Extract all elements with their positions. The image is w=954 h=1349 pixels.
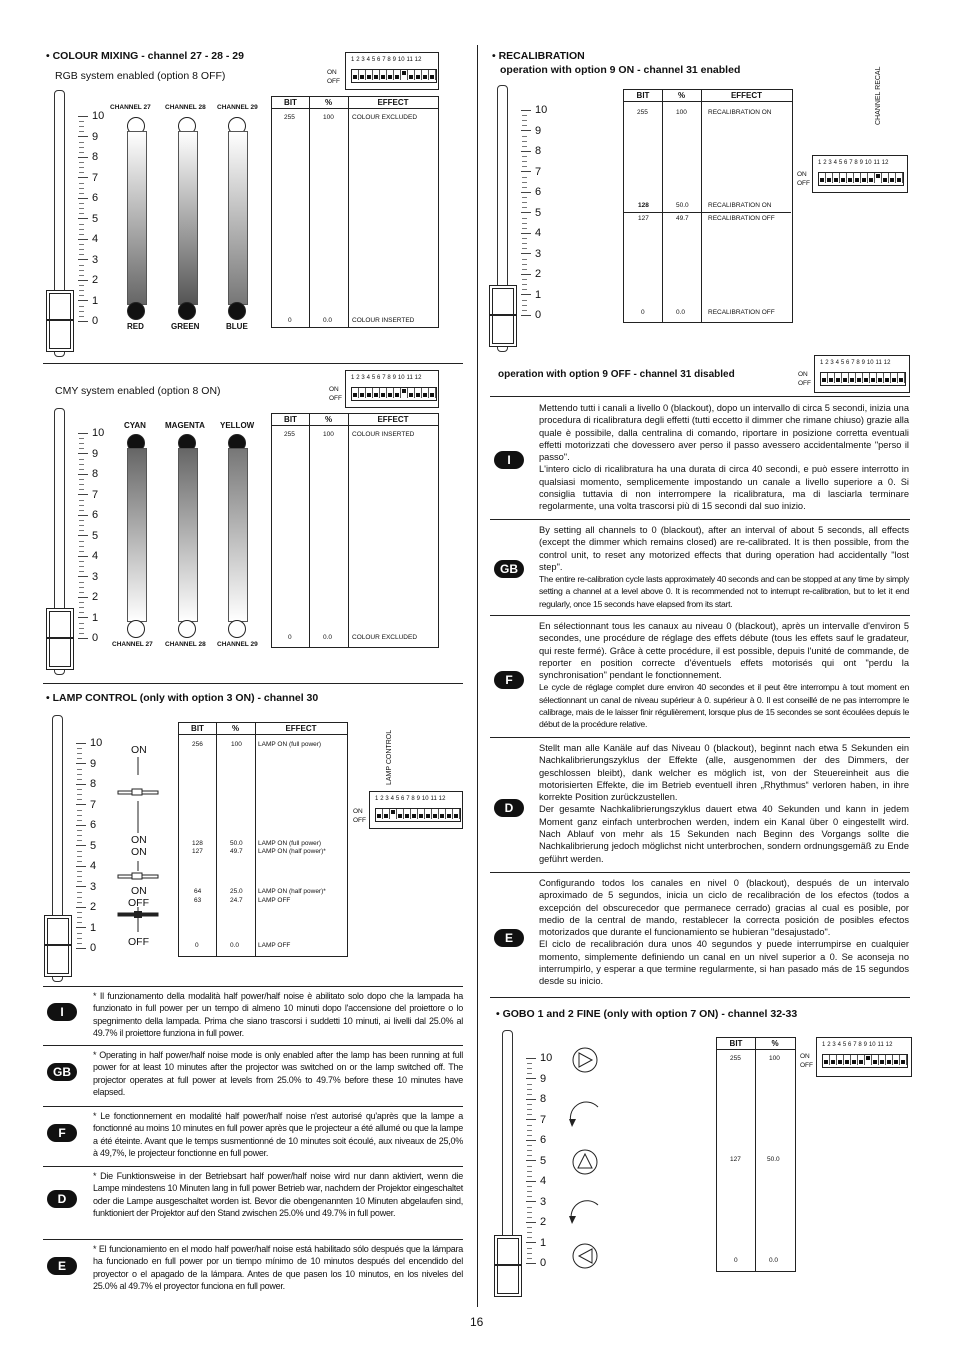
scale-value: 3 [78,571,98,583]
lang-badge-e: E [494,929,524,947]
colour-mixing-title: • COLOUR MIXING - channel 27 - 28 - 29 [46,50,244,62]
scale-value: 5 [76,840,96,852]
scale-value: 1 [526,1237,546,1249]
lamp-row-pct: 24.7 [230,897,243,904]
scale-value: 6 [521,186,541,198]
scale-value: 7 [521,166,541,178]
dip-numbers: 1 2 3 4 5 6 7 8 9 10 11 12 [822,1042,893,1048]
scale-value: 8 [76,778,96,790]
scale-value: 1 [521,289,541,301]
green-label: GREEN [171,322,200,331]
lang-badge-f: F [47,1124,77,1142]
scale-value: 10 [521,104,547,116]
yellow-label: YELLOW [220,421,255,430]
dip-recal-off-onoff: ON OFF [798,371,811,387]
lamp-row-pct: 49.7 [230,848,243,855]
scale-value: 6 [76,819,96,831]
dip-rgb-onoff: ON OFF [327,69,340,85]
rgb-table-header-pct: % [324,98,333,107]
dip-switch-rgb[interactable] [345,52,439,90]
cmy-row-pct: 100 [323,431,334,438]
scale-value: 4 [521,227,541,239]
gobo-title: • GOBO 1 and 2 FINE (only with option 7 ON) - channel 32-33 [496,1008,798,1020]
lamp-note-text: * Il funzionamento della modalità half power/half noise è abilitato solo dopo che la lampada ha funzionato in full power per un tempo di almeno 10 minuti dopo l'accensione del proiettore o lo spegnimento della lampada. Prima che siano trascorsi i suddetti 10 minuti, ai livelli dal 25.0% al 49.7% il proiettore funziona in full power. [93,991,463,1038]
recal-row-effect: RECALIBRATION ON [708,202,772,209]
gobo-row-pct: 100 [769,1055,780,1062]
lamp-row-effect: LAMP OFF [258,942,291,949]
lamp-row-pct: 100 [231,741,242,748]
magenta-gradient-bar [178,448,198,622]
gobo-table-header-bit: BIT [729,1039,743,1048]
magenta-label: MAGENTA [165,421,205,430]
scale-value: 9 [76,758,96,770]
gobo-table-header-pct: % [771,1039,779,1048]
scale-value: 0 [78,315,98,327]
lamp-state-on: ON [131,885,147,897]
rgb-table-header-effect: EFFECT [377,98,409,107]
lamp-table [178,722,348,957]
cyan-gradient-bar [127,448,147,622]
scale-value: 9 [78,448,98,460]
lamp-note-text: * El funcionamiento en el modo half power/half noise está habilitado sólo después que la lámpara ha funcionado en full power por un tiempo mínimo de 10 minutos después del encendido del proyector o el apagado de la lámpara. Antes de que pasen los 10 minutos, en los niveles del 25.0% al 49.7% el proyector funciona en full power. [93,1244,463,1291]
scale-value: 0 [526,1257,546,1269]
recal-table-header-effect: EFFECT [730,91,763,100]
gobo-row-bit: 127 [730,1156,741,1163]
dip-numbers: 1 2 3 4 5 6 7 8 9 10 11 12 [375,796,446,802]
dip-numbers: 1 2 3 4 5 6 7 8 9 10 11 12 [351,375,422,381]
rgb-table [271,96,439,328]
scale-value: 5 [78,530,98,542]
rgb-row-pct: 0.0 [323,317,333,324]
recal-text: En sélectionnant tous les canaux au niveau 0 (blackout), après un intervalle d'environ 5 secondes, une procédure de réglage des effets débute (tous les effets sauf le gradateur, qui reste fermé). Grâce à cette procédure, il est possible, depuis l'unité de commande, de reporter en position correcte d'éventuels effets motorisés qui ont "perdu la synchronisation" pendant le fonctionnement. Le cycle de réglage complet dure environ 40 secondes et il peut être interrompu à tout moment en sélectionnant un canal de niveau supérieur à 0. supérieur à 0. Il est conseillé de ne pas interrompre le calibrage, mais de le laisser finir régulièrement, lorsque plus de 15 secondes se sont écoulées depuis le début de la procédure relative. [539,621,909,730]
scale-value: 4 [78,233,98,245]
scale-value: 4 [76,860,96,872]
lang-badge-f: F [494,671,524,689]
blue-gradient-bar [228,131,248,305]
scale-value: 6 [78,509,98,521]
cmy-row-pct: 0.0 [323,634,333,641]
green-gradient-bar [178,131,198,305]
cmy-subtitle: CMY system enabled (option 8 ON) [55,385,221,397]
scale-value: 2 [521,268,541,280]
recal-text: Stellt man alle Kanäle auf das Niveau 0 (blackout), beginnt nach etwa 5 Sekunden ein Nachkalibrierungszyklus der Effekte (alle, ausgenommen der des Dimmers, der geschlossen bleibt), dank welcher es möglich ist, von der Steuereinheit aus die motorisierten Effekte, die im Betrieb eventuell ihren „Rhythmus“ verloren haben, in ihre korrekte Position zurückzustellen. Der gesamte Nachkalibrierungszyklus dauert etwa 40 Sekunden und kann in jedem Moment ganz einfach unterbrochen werden, indem ein Kanal über 0 eingestellt wird. Nach Ablauf von mehr als 15 Sekunden nach Beginn des Vorgangs sollte die Nachkalibrierung jedoch möglichst nicht unterbrochen, sondern ordnungsgemäß zu Ende geführt werden. [539,743,909,864]
lamp-row-effect: LAMP ON (full power) [258,741,322,748]
scale-value: 8 [521,145,541,157]
scale-value: 1 [78,295,98,307]
recal-row-pct: 0.0 [676,309,686,316]
dip-numbers: 1 2 3 4 5 6 7 8 9 10 11 12 [351,57,422,63]
page-number: 16 [470,1315,484,1329]
channel-recal-side-label: CHANNEL RECAL [875,66,882,125]
scale-value: 6 [78,192,98,204]
scale-value: 0 [521,309,541,321]
cmy-table-header-effect: EFFECT [377,415,409,424]
gobo-table [716,1037,796,1272]
recal-row-effect: RECALIBRATION ON [708,109,772,116]
lang-badge-e: E [47,1257,77,1275]
dip-switch-recal-off[interactable] [814,355,910,393]
red-knob[interactable] [127,302,145,320]
dip-recal-onoff: ON OFF [797,171,810,187]
scale-value: 3 [526,1196,546,1208]
rgb-ch27-label: CHANNEL 27 [110,104,151,111]
lamp-row-bit: 0 [195,942,199,949]
red-label: RED [127,322,144,331]
scale-value: 10 [526,1052,552,1064]
scale-value: 2 [76,901,96,913]
dip-switch-cmy[interactable] [345,370,439,408]
scale-value: 9 [78,131,98,143]
lamp-state-on: ON [131,846,147,858]
rgb-ch29-label: CHANNEL 29 [217,104,258,111]
recal-text: Configurando todos los canales en nivel 0 (blackout), después de un intervalo aproximado de 5 segundos, inicia un ciclo de recalibración de los efectos (todos a excepción del obscurecedor que permanece cerrado) gracias al cual es posible, por medio de la central de mando, restablecer la correcta posición de posibles efectos motorizados que durante el funcionamiento se hubieran "desajustado". El ciclo de recalibración dura unos 40 segundos y puede interrumpirse en cualquier momento, simplemente definiendo un canal en un nivel superior a 0. Se aconseja no interrumpirlo, y esperar a que termine regularmente, si han pasado más de 15 segundos desde su inicio. [539,878,909,987]
blue-knob[interactable] [228,302,246,320]
scale-value: 4 [78,550,98,562]
scale-value: 1 [76,922,96,934]
lang-badge-d: D [494,799,524,817]
scale-value: 7 [78,172,98,184]
scale-value: 0 [76,942,96,954]
scale-value: 3 [521,248,541,260]
cmy-table [271,413,439,648]
lamp-note-text: * Le fonctionnement en modalité half power/half noise n'est autorisé qu'après que la lampe a fonctionné au moins 10 minutes en full power après que le projecteur a été allumé ou que la lampe a été éteinte. Avant que le temps susmentionné de 10 minutes soit écoulé, aux niveaux de 25,0% à 49,7%, le projecteur fonctionne en full power. [93,1111,463,1158]
recal-row-effect: RECALIBRATION OFF [708,309,775,316]
dip-cmy-onoff: ON OFF [329,386,342,402]
recal-text: Mettendo tutti i canali a livello 0 (blackout), dopo un intervallo di circa 5 secondi, inizia una procedura di ricalibratura degli effetti (tutti eccetto il dimmer che rimane chiuso) grazie alla quale è possibile, dalla centralina di comando, riportare in posizione corretta eventuali effetti motorizzati che dovessero aver perso il passo avessero accidentalmente "perso il passo". L'intero ciclo di ricalibratura ha una durata di circa 40 secondi, e può essere interrotto in qualsiasi momento, semplicemente impostando un canale a livello superiore a 0. Si consiglia tuttavia di non interrompere la ricalibratura, ma di lasciarla terminare regolarmente, una volta trascorsi più di 15 secondi dal suo inizio. [539,403,910,512]
recal-table [623,89,793,323]
cmy-ch28-label: CHANNEL 28 [165,641,206,648]
scale-value: 7 [526,1114,546,1126]
scale-value: 9 [526,1073,546,1085]
scale-value: 2 [78,274,98,286]
cmy-row-bit: 0 [288,634,292,641]
lamp-indicator-graphic [112,757,172,937]
scale-value: 3 [78,254,98,266]
red-gradient-bar [127,131,147,305]
scale-value: 4 [526,1175,546,1187]
cmy-row-effect: COLOUR INSERTED [352,431,415,438]
scale-value: 2 [526,1216,546,1228]
recal-table-header-pct: % [677,91,686,100]
lamp-table-header-pct: % [231,724,240,733]
cmy-ch27-bottom-knob[interactable] [127,620,145,638]
dip-numbers: 1 2 3 4 5 6 7 8 9 10 11 12 [820,360,891,366]
recal-row-pct: 50.0 [676,202,689,209]
green-knob[interactable] [178,302,196,320]
lang-badge-i: I [47,1003,77,1021]
recal-row-bit: 255 [637,109,648,116]
lamp-note-text: * Die Funktionsweise in der Betriebsart half power/half noise wird nur dann aktiviert, wenn die Lampe mindestens 10 Minuten lang in full power Betrieb war, nachdem der Projektor eingeschaltet oder die Lampe ausgeschaltet worden ist. Bevor die obengenannten 10 Minuten abgelaufen sind, funktioniert der Projektor auf den Stand zwischen 25.0% und 49.7% in full power. [93,1171,463,1218]
scale-value: 5 [526,1155,546,1167]
gobo-rotation-graphic [568,1045,608,1275]
cyan-label: CYAN [124,421,146,430]
cmy-ch29-label: CHANNEL 29 [217,641,258,648]
lang-badge-d: D [47,1190,77,1208]
rgb-row-bit: 255 [284,114,295,121]
recal-row-pct: 49.7 [676,215,689,222]
lamp-row-pct: 50.0 [230,840,243,847]
scale-value: 8 [78,151,98,163]
blue-label: BLUE [226,322,248,331]
dip-gobo-onoff: ON OFF [800,1053,813,1069]
lamp-row-bit: 63 [194,897,202,904]
lamp-row-bit: 127 [192,848,203,855]
lamp-row-effect: LAMP ON (half power)* [258,848,326,855]
lamp-row-pct: 0.0 [230,942,240,949]
recal-row-bit: 128 [638,202,649,209]
rgb-row-effect: COLOUR INSERTED [352,317,415,324]
lamp-row-effect: LAMP ON (half power)* [258,888,326,895]
scale-value: 2 [78,591,98,603]
cmy-row-bit: 255 [284,431,295,438]
recal-text: By setting all channels to 0 (blackout), after an interval of about 5 seconds, all effects (except the dimmer which remains closed) are re-calibrated. It is then possible, from the control unit, to reset any motorized effects that during operation had accidentally "lost step". The entire re-calibration cycle lasts approximately 40 seconds and can be stopped at any time by simply setting a channel at a level above 0. It is recommended not to interrupt re-calibration, but to let it end regularly, once 15 seconds have elapsed from its start. [539,525,909,609]
rgb-row-pct: 100 [323,114,334,121]
dip-lamp-onoff: ON OFF [353,808,366,824]
lamp-note-text: * Operating in half power/half noise mode is only enabled after the lamp has been running at full power for at least 10 minutes after the projector was switched on or the lamp switched off. The projector operates at full power at levels from 25.0% to 49.7% before these 10 minutes have elapsed. [93,1050,463,1097]
lamp-table-header-bit: BIT [191,724,204,733]
dip-switch-lamp[interactable] [369,791,463,829]
scale-value: 7 [78,489,98,501]
scale-value: 10 [76,737,102,749]
gobo-row-bit: 0 [734,1257,738,1264]
cmy-ch29-bottom-knob[interactable] [228,620,246,638]
recal-subtitle-off: operation with option 9 OFF - channel 31 disabled [498,369,735,380]
scale-value: 1 [78,612,98,624]
lamp-state-off: OFF [128,897,149,909]
recal-row-effect: RECALIBRATION OFF [708,215,775,222]
lamp-row-effect: LAMP ON (full power) [258,840,322,847]
recal-subtitle-on: operation with option 9 ON - channel 31 enabled [500,64,741,76]
lamp-row-bit: 256 [192,741,203,748]
rgb-table-header-bit: BIT [284,98,297,107]
lang-badge-gb: GB [47,1063,77,1081]
dip-numbers: 1 2 3 4 5 6 7 8 9 10 11 12 [818,160,889,166]
cmy-ch28-bottom-knob[interactable] [178,620,196,638]
lamp-row-effect: LAMP OFF [258,897,291,904]
scale-value: 5 [78,213,98,225]
lamp-state-off: OFF [128,936,149,948]
rgb-subtitle: RGB system enabled (option 8 OFF) [55,70,226,82]
recal-table-header-bit: BIT [636,91,650,100]
rgb-ch28-label: CHANNEL 28 [165,104,206,111]
lamp-control-side-label: LAMP CONTROL [386,729,393,785]
gobo-row-pct: 0.0 [769,1257,779,1264]
recal-row-bit: 127 [638,215,649,222]
lamp-title: • LAMP CONTROL (only with option 3 ON) - channel 30 [46,692,319,704]
yellow-gradient-bar [228,448,248,622]
lamp-table-header-effect: EFFECT [285,724,317,733]
lamp-state-on: ON [131,834,147,846]
lamp-row-pct: 25.0 [230,888,243,895]
rgb-row-effect: COLOUR EXCLUDED [352,114,418,121]
dip-switch-recal-on[interactable] [812,155,908,193]
dip-switch-gobo[interactable] [816,1037,912,1077]
scale-value: 7 [76,799,96,811]
cmy-table-header-pct: % [324,415,333,424]
recal-row-bit: 0 [641,309,645,316]
scale-value: 8 [78,468,98,480]
recal-title: • RECALIBRATION [492,50,585,62]
scale-value: 9 [521,125,541,137]
gobo-row-pct: 50.0 [767,1156,780,1163]
cmy-table-header-bit: BIT [284,415,297,424]
scale-value: 6 [526,1134,546,1146]
lamp-state-on: ON [131,744,147,756]
scale-value: 3 [76,881,96,893]
lamp-row-bit: 128 [192,840,203,847]
scale-value: 8 [526,1093,546,1105]
scale-value: 10 [78,110,104,122]
recal-row-pct: 100 [676,109,687,116]
scale-value: 5 [521,207,541,219]
lamp-row-bit: 64 [194,888,202,895]
gobo-row-bit: 255 [730,1055,741,1062]
lang-badge-gb: GB [494,560,524,578]
cmy-ch27-label: CHANNEL 27 [112,641,153,648]
cmy-row-effect: COLOUR EXCLUDED [352,634,418,641]
lang-badge-i: I [494,451,524,469]
scale-value: 10 [78,427,104,439]
rgb-row-bit: 0 [288,317,292,324]
scale-value: 0 [78,632,98,644]
